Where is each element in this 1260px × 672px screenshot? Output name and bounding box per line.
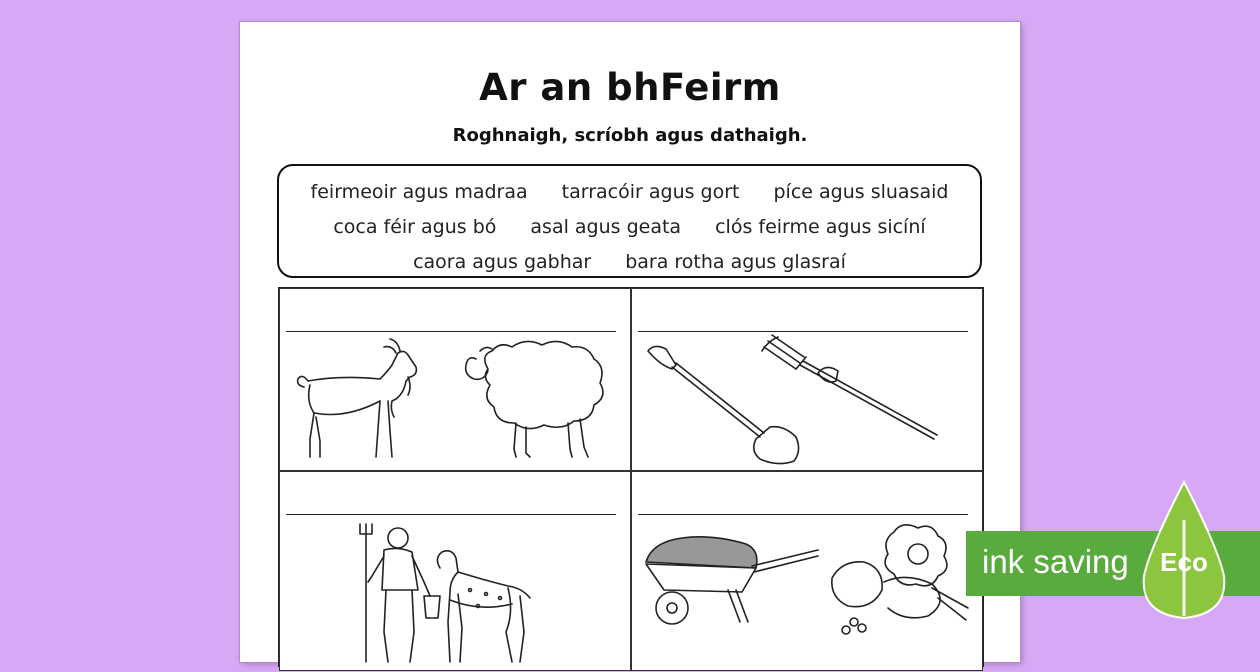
eco-drop-icon bbox=[1140, 480, 1236, 620]
sheep-icon bbox=[280, 289, 632, 472]
word-option: clós feirme agus sicíní bbox=[715, 216, 926, 238]
word-bank bbox=[277, 164, 982, 278]
picture-grid bbox=[278, 287, 984, 667]
word-bank-row bbox=[279, 247, 980, 282]
worksheet-page bbox=[240, 22, 1020, 662]
ink-saving-label: ink saving bbox=[982, 543, 1129, 580]
word-option: caora agus gabhar bbox=[413, 251, 592, 273]
picture-cell-goat-sheep bbox=[279, 288, 631, 471]
picture-cell-tools bbox=[631, 288, 983, 471]
eco-label: Eco bbox=[1160, 547, 1208, 577]
word-option: feirmeoir agus madraa bbox=[310, 181, 528, 203]
page-title: Ar an bhFeirm bbox=[479, 66, 781, 109]
picture-cell-farmer-dog bbox=[279, 471, 631, 671]
vegetables-icon bbox=[632, 472, 984, 672]
word-bank-row bbox=[279, 212, 980, 247]
pitchfork-icon bbox=[632, 289, 984, 472]
word-option: asal agus geata bbox=[530, 216, 682, 238]
word-bank-row bbox=[279, 177, 980, 212]
word-option: bara rotha agus glasraí bbox=[625, 251, 846, 273]
picture-cell-barrow-veg bbox=[631, 471, 983, 671]
dog-icon bbox=[280, 472, 632, 672]
word-option: coca féir agus bó bbox=[333, 216, 497, 238]
page-subtitle: Roghnaigh, scríobh agus dathaigh. bbox=[452, 125, 808, 146]
word-option: tarracóir agus gort bbox=[561, 181, 740, 203]
word-option: píce agus sluasaid bbox=[773, 181, 949, 203]
